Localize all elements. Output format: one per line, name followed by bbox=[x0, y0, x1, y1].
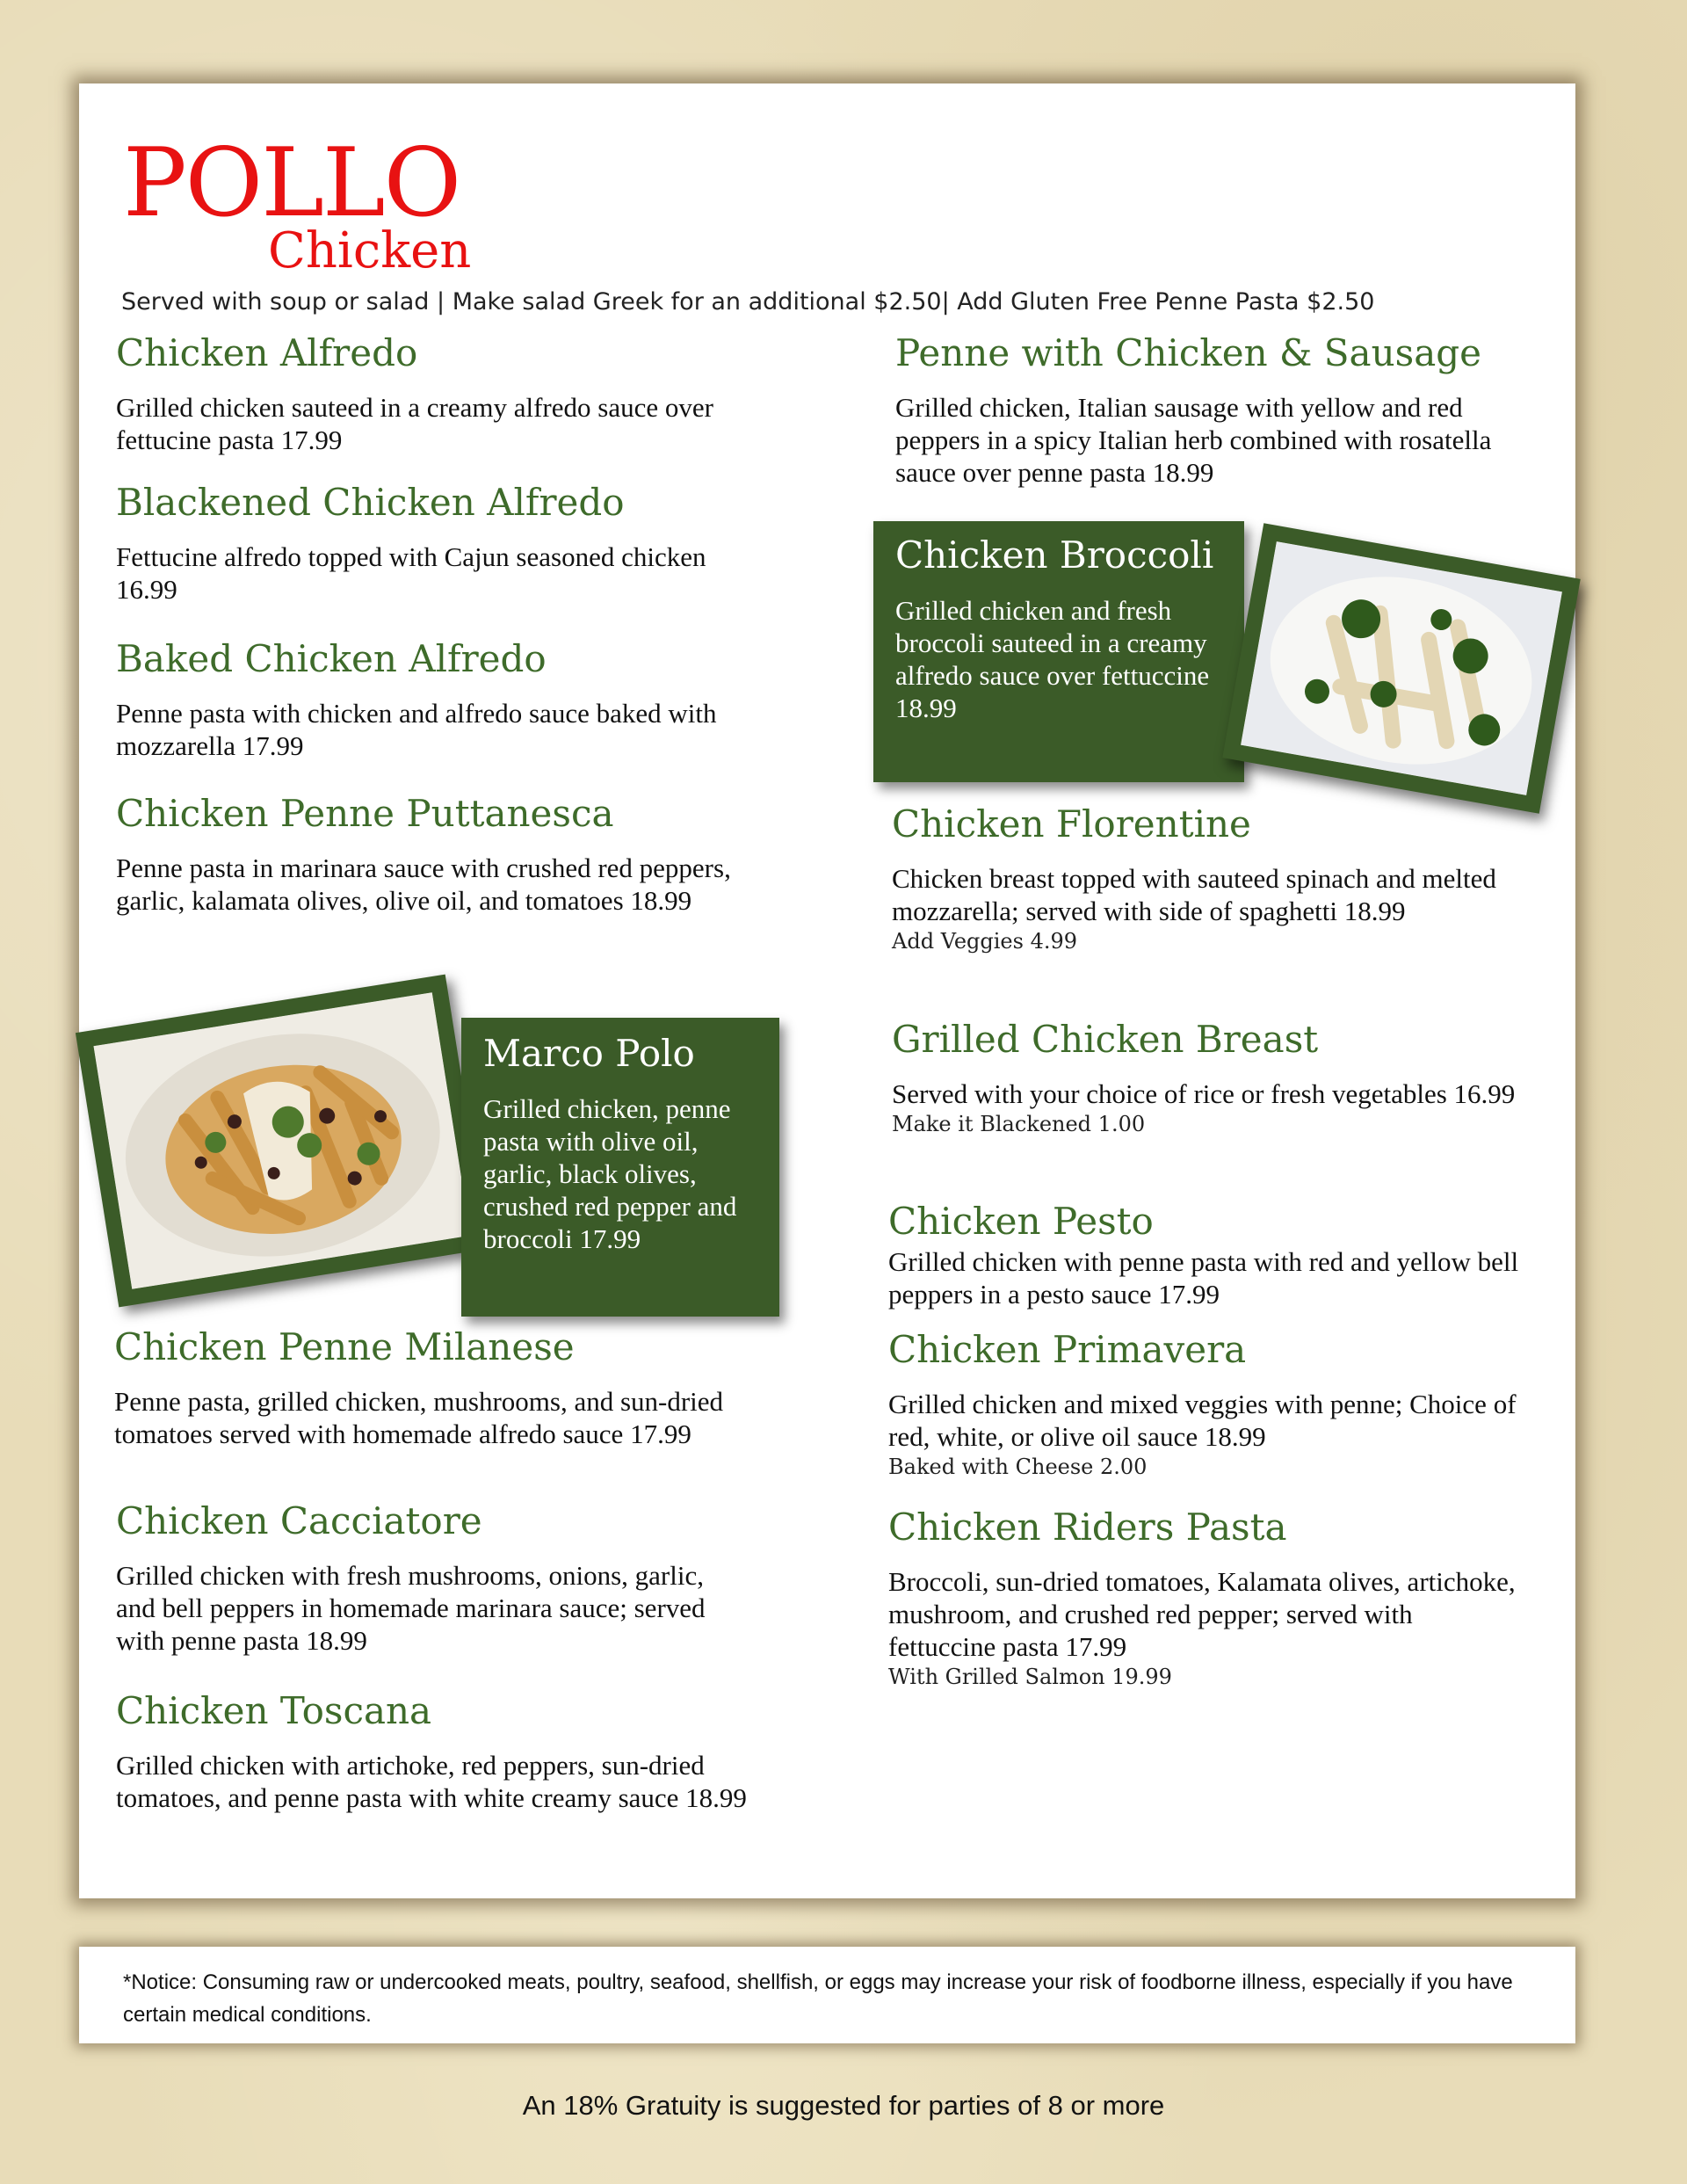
item-name: Blackened Chicken Alfredo bbox=[116, 481, 625, 524]
pasta-photo-image bbox=[93, 992, 470, 1289]
item-name: Chicken Pesto bbox=[888, 1200, 1154, 1243]
item-description: Grilled chicken with penne pasta with red and yellow bell peppers in a pesto sauce 17.99 bbox=[888, 1246, 1519, 1310]
marco-polo-photo bbox=[76, 975, 489, 1308]
item-description: Broccoli, sun-dried tomatoes, Kalamata olives, artichoke, mushroom, and crushed red pepper; served with fettuccine pasta 17.99 bbox=[888, 1566, 1516, 1663]
item-description: Penne pasta, grilled chicken, mushrooms, and sun-dried tomatoes served with homemade alfredo sauce 17.99 bbox=[114, 1386, 724, 1450]
item-addon: Add Veggies 4.99 bbox=[892, 929, 1078, 954]
item-name: Chicken Primavera bbox=[888, 1328, 1247, 1371]
item-description: Grilled chicken with artichoke, red peppers, sun-dried tomatoes, and penne pasta with white creamy sauce 18.99 bbox=[116, 1750, 747, 1814]
menu-item bbox=[888, 1506, 1521, 1691]
gratuity-note: An 18% Gratuity is suggested for parties of 8 or more bbox=[522, 2090, 1165, 2121]
menu-item bbox=[888, 1328, 1521, 1481]
item-name: Chicken Penne Milanese bbox=[114, 1325, 575, 1368]
item-name: Penne with Chicken & Sausage bbox=[895, 331, 1481, 374]
menu-item bbox=[116, 792, 749, 917]
menu-item bbox=[895, 331, 1528, 489]
item-description: Grilled chicken with fresh mushrooms, onions, garlic, and bell peppers in homemade marinara sauce; served with penne pasta 18.99 bbox=[116, 1560, 706, 1657]
item-addon: With Grilled Salmon 19.99 bbox=[888, 1665, 1172, 1690]
item-description: Served with your choice of rice or fresh vegetables 16.99 bbox=[892, 1078, 1516, 1110]
item-description: Grilled chicken, Italian sausage with yellow and red peppers in a spicy Italian herb combined with rosatella sauce over penne pasta 18.99 bbox=[895, 392, 1492, 489]
featured-item-chicken-broccoli bbox=[873, 521, 1244, 782]
item-name: Chicken Riders Pasta bbox=[888, 1506, 1287, 1549]
item-name: Baked Chicken Alfredo bbox=[116, 637, 547, 680]
menu-item bbox=[892, 802, 1524, 955]
item-description: Penne pasta in marinara sauce with crushed red peppers, garlic, kalamata olives, olive oil, and tomatoes 18.99 bbox=[116, 853, 731, 917]
allergen-notice-text: *Notice: Consuming raw or undercooked meats, poultry, seafood, shellfish, or eggs may increase your risk of foodborne illness, especially if you have certain medical conditions. bbox=[123, 1970, 1513, 2027]
item-name: Chicken Penne Puttanesca bbox=[116, 792, 614, 835]
item-name: Chicken Broccoli bbox=[895, 533, 1214, 577]
page-title: POLLO bbox=[123, 128, 460, 238]
menu-item bbox=[116, 1499, 749, 1657]
item-description: Penne pasta with chicken and alfredo sauce baked with mozzarella 17.99 bbox=[116, 698, 717, 762]
item-name: Grilled Chicken Breast bbox=[892, 1018, 1319, 1061]
item-name: Chicken Toscana bbox=[116, 1689, 432, 1732]
menu-item bbox=[116, 481, 749, 606]
pasta-photo-image bbox=[1241, 541, 1562, 795]
menu-item bbox=[116, 331, 749, 456]
item-description: Chicken breast topped with sauteed spinach and melted mozzarella; served with side of spaghetti 18.99 bbox=[892, 863, 1496, 927]
allergen-notice-box bbox=[79, 1947, 1575, 2043]
menu-note: Served with soup or salad | Make salad Greek for an additional $2.50| Add Gluten Free Penne Pasta $2.50 bbox=[121, 288, 1375, 316]
item-name: Chicken Cacciatore bbox=[116, 1499, 482, 1542]
page-subtitle: Chicken bbox=[268, 222, 472, 279]
item-description: Grilled chicken, penne pasta with olive oil, garlic, black olives, crushed red pepper and broccoli 17.99 bbox=[483, 1093, 737, 1254]
featured-item-marco-polo bbox=[461, 1018, 779, 1317]
menu-item bbox=[116, 1689, 749, 1814]
item-description: Grilled chicken and fresh broccoli sauteed in a creamy alfredo sauce over fettuccine 18.99 bbox=[895, 595, 1210, 723]
menu-item bbox=[888, 1200, 1521, 1310]
item-name: Marco Polo bbox=[483, 1032, 695, 1075]
item-name: Chicken Florentine bbox=[892, 802, 1251, 845]
item-description: Grilled chicken and mixed veggies with penne; Choice of red, white, or olive oil sauce 18.99 bbox=[888, 1389, 1517, 1453]
menu-item bbox=[892, 1018, 1524, 1138]
menu-item bbox=[116, 637, 749, 762]
item-description: Fettucine alfredo topped with Cajun seasoned chicken 16.99 bbox=[116, 541, 706, 606]
item-addon: Make it Blackened 1.00 bbox=[892, 1112, 1146, 1137]
item-addon: Baked with Cheese 2.00 bbox=[888, 1455, 1148, 1480]
item-description: Grilled chicken sauteed in a creamy alfredo sauce over fettucine pasta 17.99 bbox=[116, 392, 713, 456]
item-name: Chicken Alfredo bbox=[116, 331, 418, 374]
menu-item bbox=[114, 1325, 747, 1450]
